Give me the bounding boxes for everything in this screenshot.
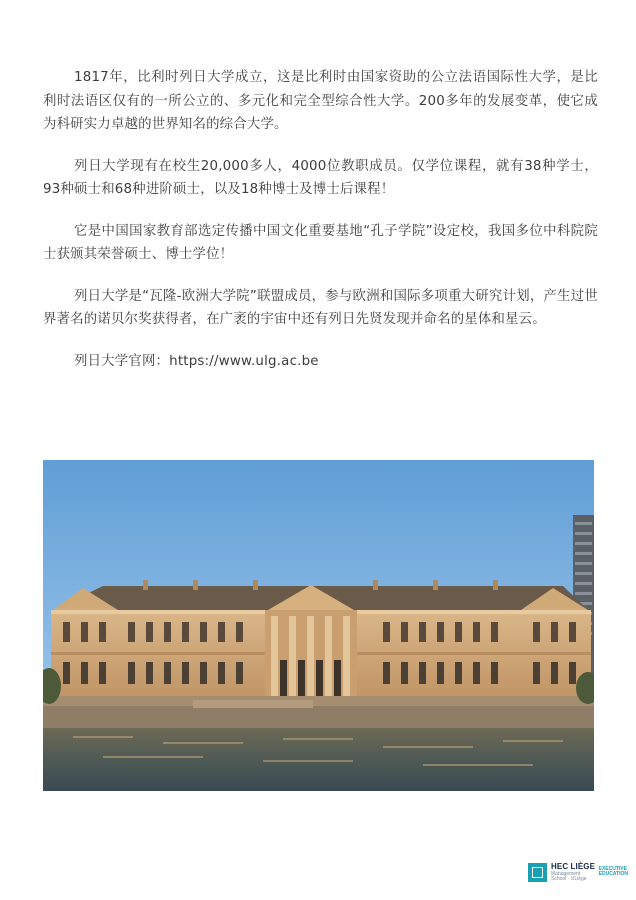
paragraph-research: 列日大学是“瓦隆-欧洲大学院”联盟成员，参与欧洲和国际多项重大研究计划，产生过世界著名的诺贝尔奖获得者，在广袤的宇宙中还有列日先贤发现并命名的星体和星云。 bbox=[43, 288, 598, 327]
article-body bbox=[43, 66, 598, 391]
logo-main-text: HEC LIÈGE bbox=[551, 861, 596, 871]
logo-side-text bbox=[599, 867, 628, 878]
logo-wordmark bbox=[551, 863, 596, 882]
paragraph-history: 1817年，比利时列日大学成立，这是比利时由国家资助的公立法语国际性大学，是比利时法语区仅有的一所公立的、多元化和完全型综合性大学。200多年的发展变革，使它成为科研实力卓越的世界知名的综合大学。 bbox=[43, 70, 598, 132]
university-building-photo bbox=[43, 460, 594, 791]
logo-mark-icon bbox=[528, 863, 547, 882]
paragraph-students: 列日大学现有在校生20,000多人，4000位教职成员。仅学位课程，就有38种学士，93种硕士和68种进阶硕士，以及18种博士及博士后课程！ bbox=[43, 158, 598, 197]
website-line: 列日大学官网：https://www.ulg.ac.be bbox=[74, 353, 319, 369]
logo-side-line1: EXECUTIVE bbox=[598, 865, 627, 872]
logo-sub-text: Management School · ULiège bbox=[551, 870, 587, 882]
logo-side-line2: EDUCATION bbox=[598, 871, 628, 877]
paragraph-confucius: 它是中国国家教育部选定传播中国文化重要基地“孔子学院”设定校，我国多位中科院院士获颁其荣誉硕士、博士学位！ bbox=[43, 223, 598, 262]
hec-liege-logo bbox=[528, 861, 628, 883]
